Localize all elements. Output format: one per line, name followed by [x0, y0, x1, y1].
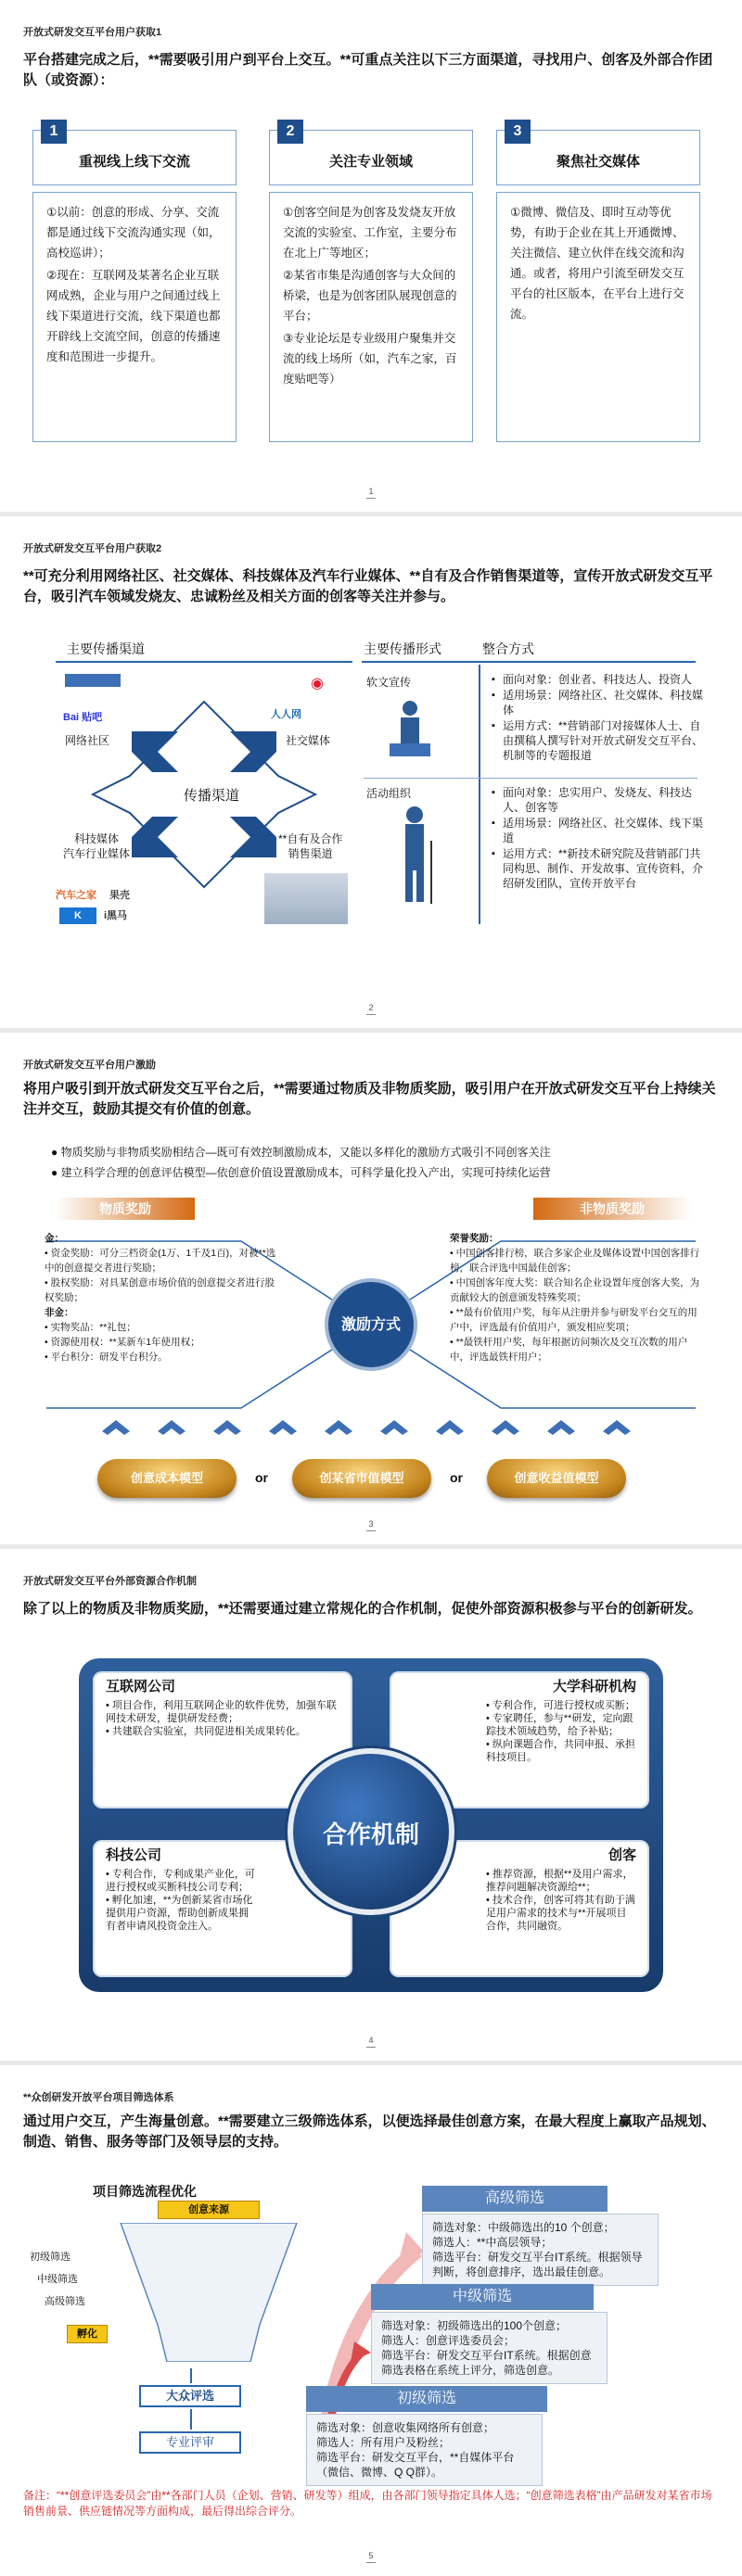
incentive-bullet: ● 物质奖励与非物质奖励相结合—既可有效控制激励成本，又能以多样化的激励方式吸引不同创客关注: [51, 1146, 551, 1159]
column-paragraph: ③专业论坛是专业级用户聚集并交流的线上场所（如，汽车之家，百度贴吧等）: [283, 332, 457, 386]
heading-underline: [362, 661, 696, 663]
column-paragraph: ①微博、微信及、即时互动等优势，有助于企业在其上开通微博、关注微信、建立伙伴在线交流和沟通。或者，将用户引流至研发交互平台的社区版本，在平台上进行交流。: [510, 206, 684, 321]
column-number: 3: [505, 120, 531, 144]
form1-point: ▪ 适用场景：网络社区、社交媒体、科技媒体: [492, 688, 705, 717]
vertical-divider: [479, 665, 480, 924]
or-label: or: [450, 1470, 463, 1485]
slide-lead: 通过用户交互，产生海量创意。**需要建立三级筛选体系，以便选择最佳创意方案，在最大程度上赢取产品规划、制造、销售、服务等部门及领导层的支持。: [23, 2113, 716, 2150]
column-body-1: [32, 192, 237, 442]
autohome-logo: 汽车之家: [56, 890, 96, 901]
public-vote-box: 大众评选: [139, 2385, 241, 2407]
model-market: 创某省市值模型: [292, 1459, 431, 1498]
channel-social-media: 社交媒体: [286, 734, 331, 747]
channel-own-sales: **自有及合作 销售渠道: [278, 832, 343, 860]
quad-item: • 纵向课题合作，共同申报、承担科技项目。: [486, 1739, 635, 1763]
model-cost: 创意成本模型: [97, 1459, 237, 1498]
quad-item: • 共建联合实验室，共同促进相关成果转化。: [106, 1726, 306, 1737]
flow-arrow: [190, 2368, 192, 2383]
slide-title: 开放式研发交互平台外部资源合作机制: [23, 1576, 197, 1587]
cooperation-center-label: 合作机制: [322, 1821, 419, 1848]
incentive-bullets: [51, 1142, 719, 1183]
page-number: 3: [0, 1519, 742, 1531]
funnel-level: 高级筛选: [45, 2296, 85, 2307]
tier-primary-header: 初级筛选: [306, 2386, 547, 2412]
column-paragraph: ①以前：创意的形成、分享、交流都是通过线下交流沟通实现（如，高校巡讲）；: [46, 206, 221, 260]
incubate-box: 孵化: [67, 2325, 108, 2343]
column-header-1: [32, 123, 237, 185]
funnel-level: 初级筛选: [30, 2252, 70, 2263]
quad-title: 创客: [608, 1847, 636, 1863]
model-revenue: 创意收益值模型: [487, 1459, 626, 1498]
forms-heading: 主要传播形式: [364, 641, 441, 656]
renren-logo: 人人网: [271, 709, 301, 720]
column-label: 关注专业领域: [328, 154, 413, 170]
tier-primary-body: 筛选对象：创意收集网络所有创意； 筛选人：所有用户及粉丝； 筛选平台：研发交互平台，**自媒体平台（微信、微博、Q Q群）。: [306, 2414, 543, 2486]
quad-title: 科技公司: [106, 1847, 162, 1863]
integration-heading: 整合方式: [482, 641, 534, 656]
heading-underline: [56, 661, 352, 663]
form-soft-article: 软文宣传: [366, 676, 412, 689]
nonmaterial-banner: 非物质奖励: [533, 1198, 691, 1220]
form2-points: [492, 785, 705, 892]
form1-points: [492, 672, 705, 764]
logo-placeholder: [65, 674, 121, 687]
horizontal-divider: [364, 778, 697, 779]
funnel-level: 中级筛选: [37, 2274, 78, 2285]
quad-item: • 推荐资源，根据**及用户需求，推荐问题解决资源给**；: [486, 1869, 633, 1893]
slide-title: 开放式研发交互平台用户激励: [23, 1060, 156, 1071]
expert-review-box: 专业评审: [139, 2431, 241, 2454]
slide-5: [0, 2065, 742, 2576]
slide-lead: 平台搭建完成之后，**需要吸引用户到平台上交互。**可重点关注以下三方面渠道，寻找用户、创客及外部合作团队（或资源）：: [23, 52, 713, 88]
quad-item: • 项目合作，利用互联网企业的软件优势，加强车联网技术研发，提供研发经费；: [106, 1700, 337, 1724]
incentive-center-label: 激励方式: [340, 1317, 401, 1333]
quad-item: • 专利合作，可进行授权或买断；: [486, 1700, 635, 1711]
slide-4: [0, 1549, 742, 2061]
form2-point: ▪ 运用方式：**新技术研究院及营销部门共同构思、制作、开发故事、宣传资料，介绍研发团队，宣传开放平台: [492, 846, 705, 891]
column-number: 2: [277, 120, 303, 144]
funnel-shape: [74, 2223, 315, 2362]
funnel-title: 项目筛选流程优化: [93, 2184, 197, 2199]
slide-1: [0, 0, 742, 512]
flow-arrow: [190, 2409, 192, 2430]
form1-point: ▪ 面向对象：创业者、科技达人、投资人: [492, 672, 705, 687]
channels-heading: 主要传播渠道: [67, 641, 145, 656]
column-label: 重视线上线下交流: [78, 154, 190, 170]
form2-point: ▪ 适用场景：网络社区、社交媒体、线下渠道: [492, 816, 705, 845]
presenter-icon: [394, 804, 441, 906]
column-paragraph: ②现在：互联网及某著名企业互联网成熟，企业与用户之间通过线上线下渠道进行交流，线下渠道也都开辟线上交流空间，创意的传播速度和范围进一步提升。: [46, 269, 221, 363]
form-event: 活动组织: [366, 787, 412, 800]
page-number: 2: [0, 1003, 742, 1015]
baidu-tieba-logo: Bai 贴吧: [63, 712, 103, 723]
column-paragraph: ①创客空间是为创客及发烧友开放交流的实验室、工作室，主要分布在北上广等地区；: [283, 206, 457, 260]
page-number: 4: [0, 2036, 742, 2048]
slide-3: [0, 1033, 742, 1544]
idea-source-box: 创意来源: [158, 2201, 260, 2219]
column-paragraph: ②某省市集是沟通创客与大众间的桥梁，也是为创客团队展现创意的平台；: [283, 269, 457, 323]
slide-lead: **可充分利用网络社区、社交媒体、科技媒体及汽车行业媒体、**自有及合作销售渠道等，宣传开放式研发交互平台，吸引汽车领域发烧友、忠诚粉丝及相关方面的创客等关注并参与。: [23, 568, 713, 604]
slide-title: 开放式研发交互平台用户获取1: [23, 27, 162, 38]
column-header-2: [269, 123, 473, 185]
slide-2: [0, 516, 742, 1028]
tier-middle-body: 筛选对象：初级筛选出的100个创意； 筛选人：创意评选委员会； 筛选平台：研发交互平台IT系统。根据创意筛选表格在系统上评分，筛选创意。: [371, 2312, 608, 2384]
incentive-bullet: ● 建立科学合理的创意评估模型—依创意价值设置激励成本，可科学量化投入产出，实现可持续化运营: [51, 1166, 551, 1179]
form1-point: ▪ 运用方式：**营销部门对接媒体人士、自由撰稿人撰写针对开放式研发交互平台、机制等的专题报道: [492, 718, 705, 763]
slide-lead: 除了以上的物质及非物质奖励，**还需要通过建立常规化的合作机制，促使外部资源积极参与平台的创新研发。: [23, 1601, 702, 1617]
quad-item: • 孵化加速，**为创新某省市场化提供用户资源，帮助创新成果拥有者申请风投资金注入。: [106, 1895, 253, 1932]
slide-lead: 将用户吸引到开放式研发交互平台之后，**需要通过物质及非物质奖励，吸引用户在开放式研发交互平台上持续关注并交互，鼓励其提交有价值的创意。: [23, 1081, 716, 1117]
page-number: 5: [0, 2551, 742, 2563]
page-number: 1: [0, 487, 742, 499]
slide-title: **众创研发开放平台项目筛选体系: [23, 2092, 174, 2103]
material-banner: 物质奖励: [56, 1198, 195, 1220]
quad-item: • 专家聘任，参与**研发，定向跟踪技术领域趋势，给予补贴；: [486, 1713, 633, 1737]
material-details: 金： • 资金奖励：可分三档资金(1万、1千及1百)，对被**选中的创意提交者进行奖励； • 股权奖励：对具某创意市场价值的创意提交者进行股权奖励； 非金： • 实物奖品：**礼包； • 资源使用权：**某新车1年使用权； • 平台积分：研发平台积分。: [45, 1233, 276, 1363]
nonmaterial-details: 荣誉奖励： • 中国创客排行榜，联合多家企业及媒体设置中国创客排行榜，联合评选中国最佳创客； • 中国创客年度大奖：联合知名企业设置年度创客大奖，为贡献较大的创意颁发特殊奖项； • **最有价值用户奖，每年从注册并参与研发平台交互的用户中，评选最有价值用户，颁发相应奖项； • **最铁杆用户奖，每年根据访问频次及交互次数的用户中，评选最铁杆用户；: [450, 1233, 700, 1363]
column-label: 聚焦社交媒体: [556, 154, 640, 170]
channel-network-community: 网络社区: [65, 734, 110, 747]
form2-point: ▪ 面向对象：忠实用户、发烧友、科技达人、创客等: [492, 785, 705, 815]
column-header-3: [496, 123, 700, 185]
quad-title: 互联网公司: [106, 1679, 176, 1694]
speaker-icon: [382, 697, 438, 762]
guokr-logo: 果壳: [109, 890, 130, 901]
footnote: 备注：“**创意评选委员会”由**各部门人员（企划、营销、研发等）组成，由各部门领导指定具体人选；“创意筛选表格”由产品研发对某省市场销售前景、供应链情况等方面构成，最后得出综合评分。: [23, 2489, 712, 2518]
channel-tech-media: 科技媒体 汽车行业媒体: [63, 832, 131, 860]
quad-item: • 专利合作，专利成果产业化，可进行授权或买断科技公司专利；: [106, 1869, 255, 1893]
chevron-row: [102, 1420, 631, 1435]
quad-title: 大学科研机构: [552, 1679, 636, 1694]
tier-middle-header: 中级筛选: [371, 2284, 594, 2310]
diagram-center-label: 传播渠道: [183, 788, 239, 804]
column-number: 1: [41, 120, 67, 144]
quad-item: • 技术合作，创客可将其有助于满足用户需求的技术与**开展项目合作，共同融资。: [486, 1895, 635, 1932]
column-body-3: [496, 192, 700, 442]
store-image: [264, 873, 348, 924]
column-body-2: [269, 192, 473, 442]
heima-logo: i黑马: [104, 910, 128, 921]
or-label: or: [255, 1470, 268, 1485]
weibo-icon: ◉: [311, 676, 324, 692]
tier-advanced-body: 筛选对象：中级筛选出的10 个创意； 筛选人：**中高层领导； 筛选平台：研发交互平台IT系统。根据领导判断，将创意排序，选出最佳创意。: [422, 2214, 659, 2286]
tier-advanced-header: 高级筛选: [422, 2186, 608, 2212]
slide-title: 开放式研发交互平台用户获取2: [23, 543, 162, 554]
logo-placeholder: K: [59, 907, 96, 924]
